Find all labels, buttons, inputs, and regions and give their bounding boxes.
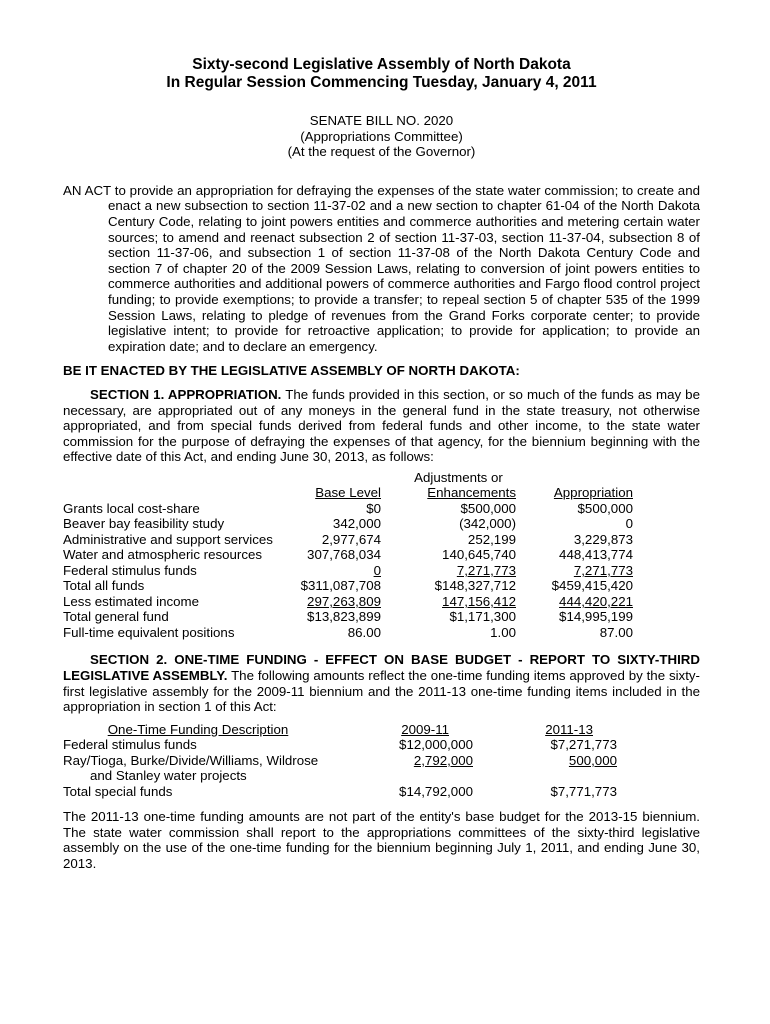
value-2011-13: $7,271,773 [550,737,617,753]
enhancement-value: $500,000 [460,500,516,516]
row-label: Federal stimulus funds [63,562,197,578]
value-2009-11: $12,000,000 [399,737,473,753]
section-2-closing: The 2011-13 one-time funding amounts are not part of the entity's base budget for the 2013-15 biennium. The state water commission shall report to the appropriations committees of the sixty-third legislative assembly on the use of the one-time funding for the biennium beginning July 1, 2011, and ending June 30, 2013. [63,809,700,872]
base-level-value: 342,000 [332,516,381,532]
one-time-row [63,737,617,753]
base-level-value: 307,768,034 [307,547,381,563]
enhancement-value: 147,156,412 [442,593,516,609]
appropriation-value: $500,000 [577,500,633,516]
appropriation-value: 7,271,773 [573,562,633,578]
base-level-value: $0 [366,500,381,516]
enhancement-value: 252,199 [467,531,516,547]
appropriation-value: $459,415,420 [551,578,633,594]
bill-heading [63,113,700,160]
appropriation-row [63,594,633,610]
enhancements-header: Enhancements [427,485,516,501]
appropriation-value: 87.00 [599,624,633,640]
enhancement-value: 140,645,740 [442,547,516,563]
one-time-label: Ray/Tioga, Burke/Divide/Williams, Wildrose [63,752,319,768]
value-2009-11: 2,792,000 [413,752,473,768]
base-level-value: 2,977,674 [321,531,381,547]
appropriation-table [63,470,633,641]
enhancement-value: $148,327,712 [434,578,516,594]
appropriation-row [63,578,633,594]
section-1-text: The funds provided in this section, or so much of the funds as may be necessary, are appropriated out of any moneys in the general fund in the state treasury, not otherwise appropriated, and from special funds derived from federal funds and other income, to the state water commission for the purpose of defraying the expenses of that agency, for the biennium beginning with the effective date of this Act, and ending June 30, 2013, as follows: [63,386,700,465]
appropriation-value: $14,995,199 [559,609,633,625]
appropriation-row [63,532,633,548]
one-time-label-continued: and Stanley water projects [90,768,247,784]
bill-number: SENATE BILL NO. 2020 [309,113,454,128]
one-time-row [63,753,617,784]
base-level-value: 0 [373,562,381,578]
appropriation-value: 444,420,221 [559,593,633,609]
value-2009-11: $14,792,000 [399,783,473,799]
bill-request: (At the request of the Governor) [287,144,476,160]
appropriation-row [63,501,633,517]
value-2011-13: $7,771,773 [550,783,617,799]
section-1-paragraph [63,387,700,465]
value-2011-13: 500,000 [568,752,617,768]
section-2-text: The following amounts reflect the one-time funding items approved by the sixty-first legislative assembly for the 2009-11 biennium and the 2011-13 one-time funding items included in the appropriation in section 1 of this Act: [63,667,700,715]
section-2-heading: SECTION 2. ONE-TIME FUNDING - EFFECT ON BASE BUDGET - REPORT TO SIXTY-THIRD LEGISLATIVE ASSEMBLY. [63,652,700,683]
base-level-value: $311,087,708 [300,578,381,594]
bill-committee: (Appropriations Committee) [300,128,463,144]
enhancement-value: (342,000) [459,516,516,532]
row-label: Beaver bay feasibility study [63,516,225,532]
enhancement-value: 1.00 [490,624,516,640]
appropriation-row [63,547,633,563]
row-label: Administrative and support services [63,531,273,547]
section-2-paragraph [63,652,700,714]
act-title-paragraph: AN ACT to provide an appropriation for defraying the expenses of the state water commission; to create and enact a new subsection to section 11-37-02 and a new section to chapter 61-04 of the North Dakota Century Code, relating to joint powers entities and commerce authorities and metering certain water sources; to amend and reenact subsection 2 of section 11-37-03, section 11-37-04, subsection 8 of section 11-37-06, and subsection 1 of section 11-37-08 of the North Dakota Century Code and section 7 of chapter 20 of the 2009 Session Laws, relating to conversion of joint powers entities to commerce authorities and additional powers of commerce authorities and Fargo flood control project funding; to provide exemptions; to provide a transfer; to repeal section 5 of chapter 535 of the 1999 Session Laws, relating to pledge of revenues from the Grand Forks corporate center; to provide legislative intent; to provide for retroactive application; to provide for application; to provide an expiration date; and to declare an emergency. [63,182,700,354]
row-label: Grants local cost-share [63,500,200,516]
enacting-clause: BE IT ENACTED BY THE LEGISLATIVE ASSEMBLY OF NORTH DAKOTA: [63,363,520,379]
base-level-value: 86.00 [347,624,381,640]
one-time-label: Federal stimulus funds [63,737,197,753]
section-1-heading: SECTION 1. APPROPRIATION. [90,386,282,402]
adjustments-header-top: Adjustments or [414,469,503,485]
appropriation-header-row-top [63,470,633,486]
session-title: In Regular Session Commencing Tuesday, January 4, 2011 [166,74,597,91]
appropriation-row [63,625,633,641]
appropriation-value: 0 [625,516,633,532]
row-label: Total all funds [63,578,145,594]
assembly-title: Sixty-second Legislative Assembly of North Dakota [192,56,571,73]
row-label: Water and atmospheric resources [63,547,263,563]
appropriation-header-row [63,485,633,501]
appropriation-row [63,609,633,625]
appropriation-value: 448,413,774 [559,547,633,563]
appropriation-header: Appropriation [553,485,633,501]
one-time-row [63,784,617,800]
biennium-2009-11-header: 2009-11 [401,721,449,737]
one-time-description-header: One-Time Funding Description [107,721,289,737]
base-level-header: Base Level [315,485,381,501]
one-time-funding-table [63,722,617,800]
biennium-2011-13-header: 2011-13 [545,721,593,737]
enhancement-value: 7,271,773 [456,562,516,578]
appropriation-row [63,516,633,532]
row-label: Total general fund [63,609,169,625]
one-time-header-row [63,722,617,738]
appropriation-value: 3,229,873 [573,531,633,547]
one-time-label: Total special funds [63,783,173,799]
base-level-value: $13,823,899 [307,609,381,625]
document-page [63,56,700,872]
row-label: Less estimated income [63,593,199,609]
base-level-value: 297,263,809 [307,593,381,609]
row-label: Full-time equivalent positions [63,624,235,640]
enhancement-value: $1,171,300 [449,609,516,625]
appropriation-row [63,563,633,579]
